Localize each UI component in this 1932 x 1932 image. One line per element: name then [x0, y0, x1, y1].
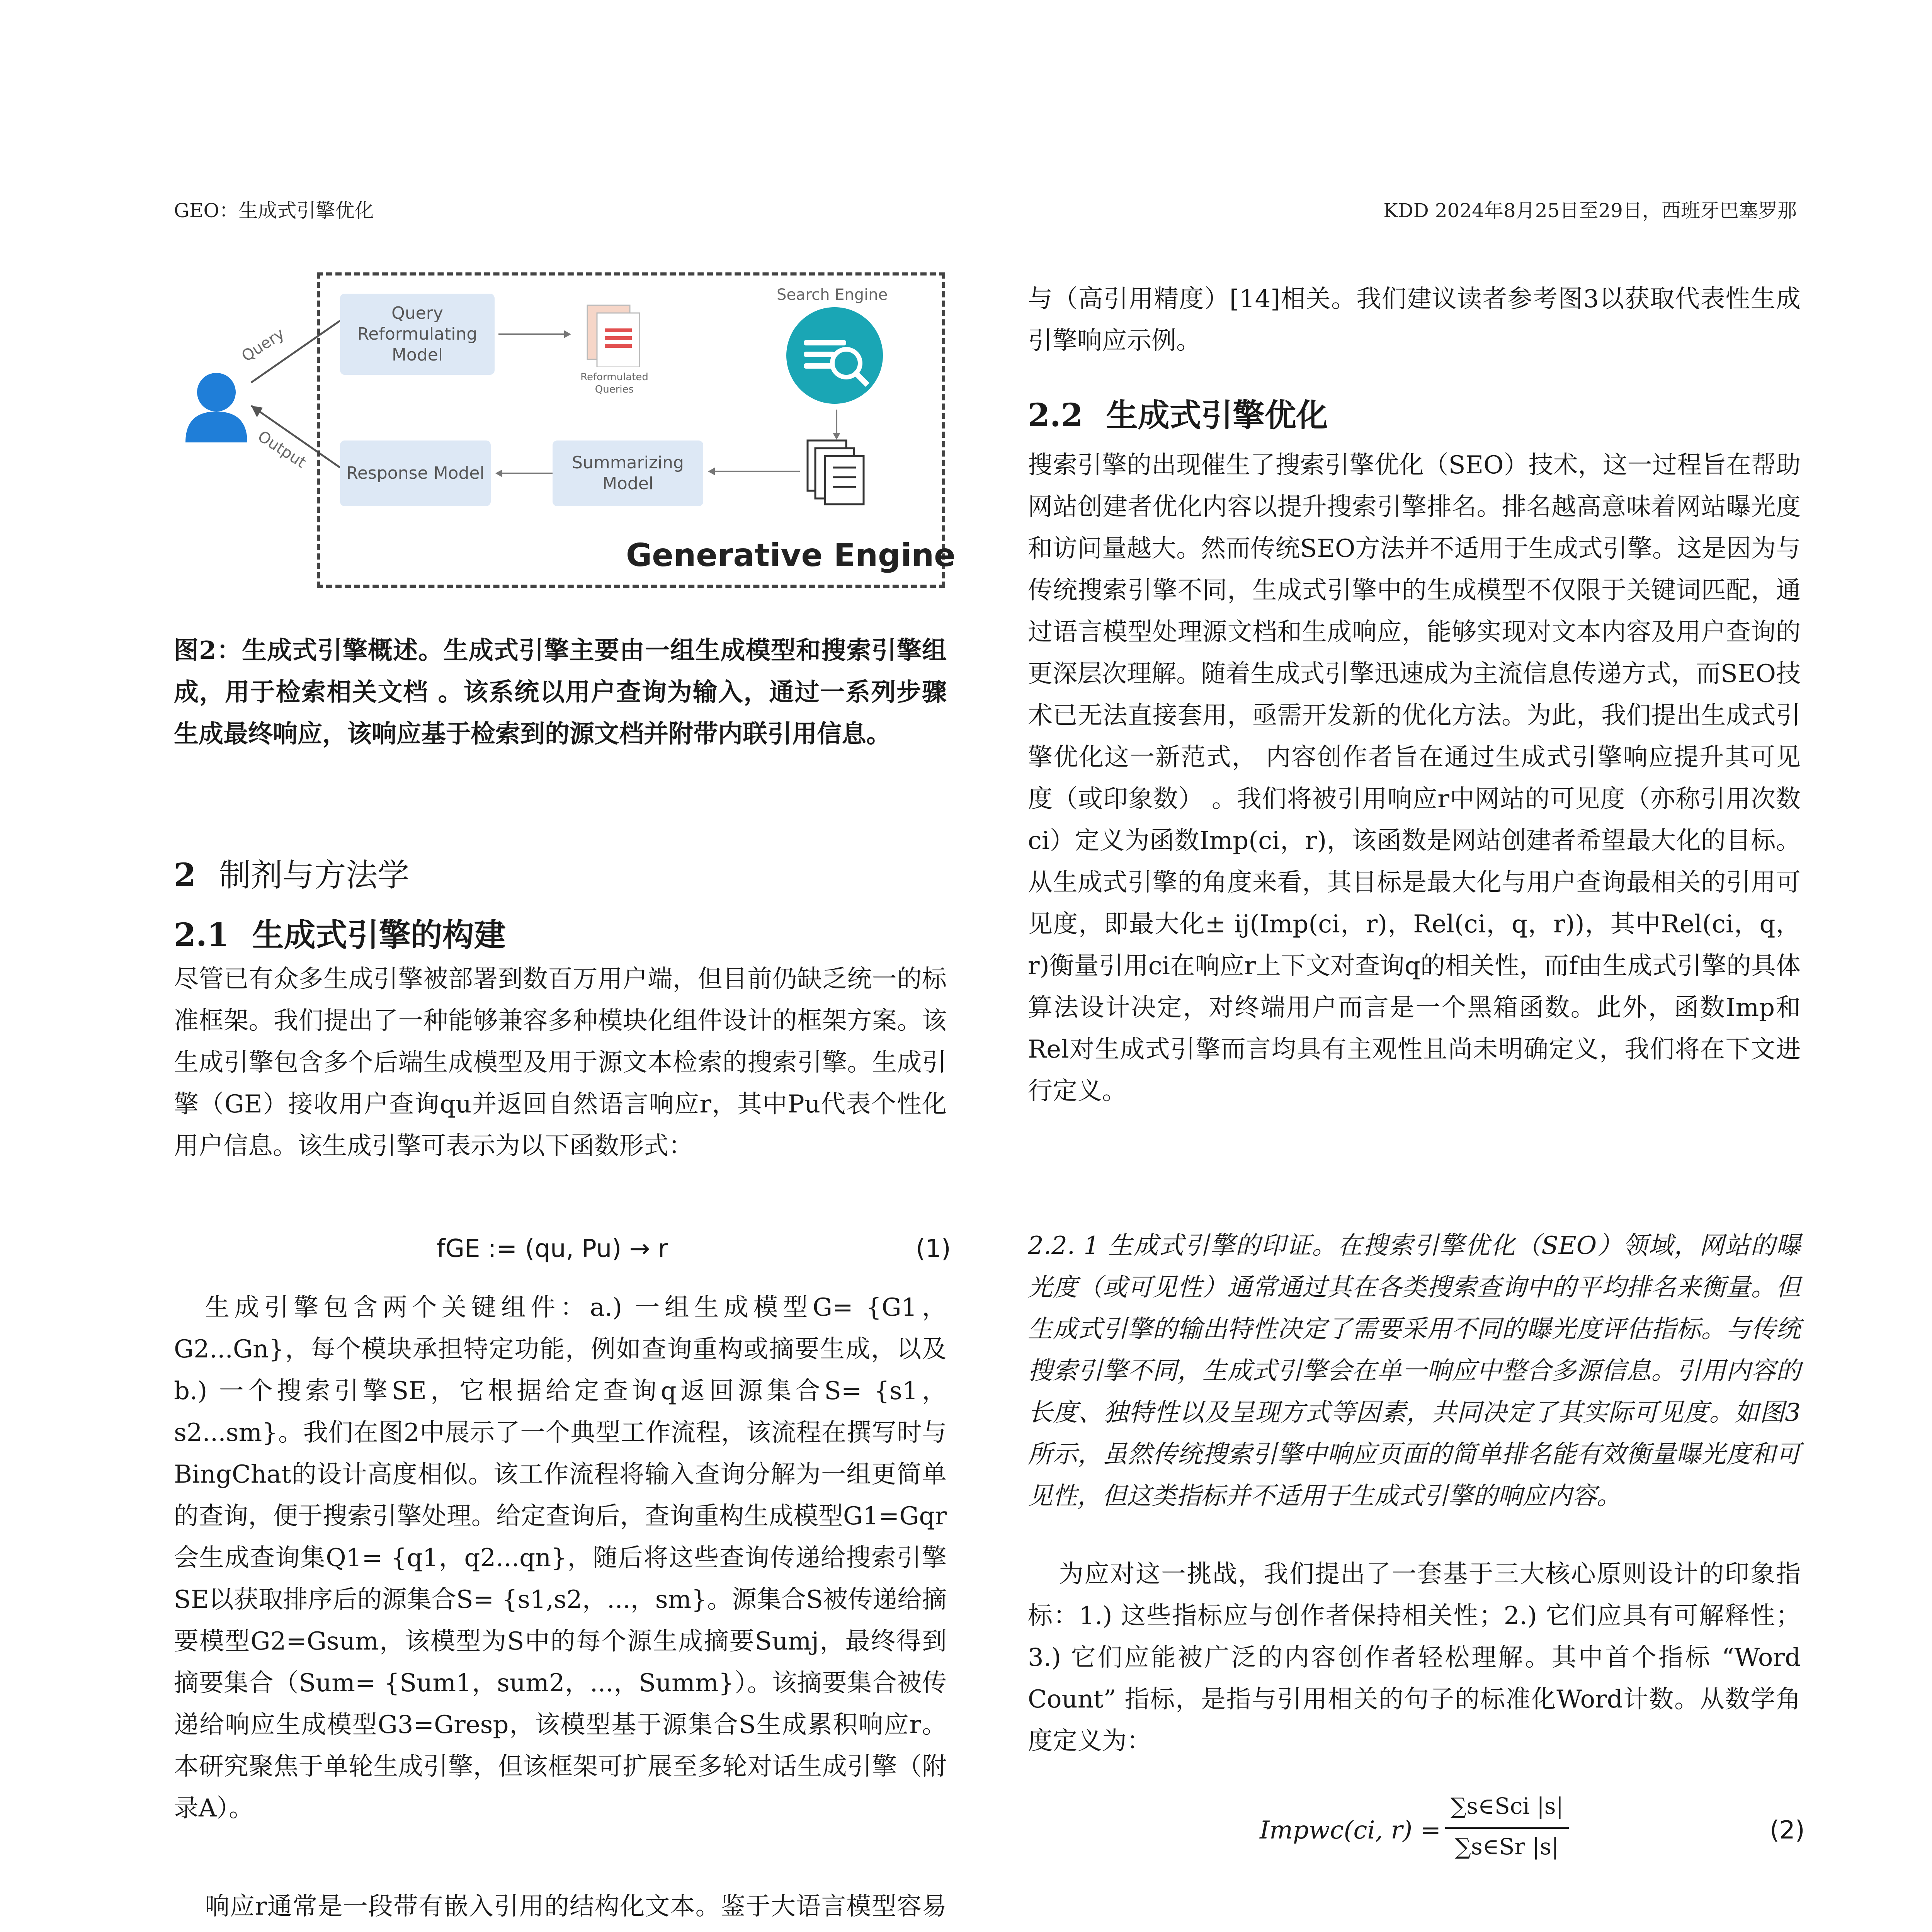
- retrieved-documents-icon: [804, 437, 869, 506]
- reformulated-queries-label: Reformulated Queries: [580, 371, 648, 395]
- section-2-1-heading: 2.1 生成式引擎的构建: [174, 917, 506, 954]
- paragraph: 为应对这一挑战，我们提出了一套基于三大核心原则设计的印象指标：1.) 这些指标应与创作者保持相关性；2.) 它们应具有可解释性；3.) 它们应能被广泛的内容创作者轻松理解。其中首个指标 “Word Count” 指标，是指与引用相关的句子的标准化Word计数。从数学角度定义为：: [1028, 1560, 1801, 1755]
- fraction-bar: [1445, 1827, 1569, 1829]
- query-label: Query: [238, 325, 288, 366]
- summarizing-model: Summarizing Model: [553, 440, 703, 506]
- equation-2-number: (2): [1770, 1816, 1805, 1845]
- user-icon: [182, 371, 251, 444]
- section-2-heading: 2 制剂与方法学: [174, 857, 410, 894]
- generative-engine-title: Generative Engine: [626, 537, 956, 574]
- response-model: Response Model: [340, 440, 491, 506]
- query-reformulating-model: Query Reformulating Model: [340, 294, 495, 375]
- arrow-left-icon: [707, 466, 800, 477]
- paragraph: 响应r通常是一段带有嵌入引用的结构化文本。鉴于大语言模型容易: [205, 1892, 947, 1921]
- equation-2-denominator: ∑s∈Sr |s|: [1455, 1833, 1559, 1860]
- paragraph: 搜索引擎的出现催生了搜索引擎优化（SEO）技术，这一过程旨在帮助网站创建者优化内容以提升搜索引擎排名。排名越高意味着网站曝光度和访问量越大。然而传统SEO方法并不适用于生成式引擎。这是因为与传统搜索引擎不同，生成式引擎中的生成模型不仅限于关键词匹配，通过语言模型处理源文档和生成响应，能够实现对文本内容及用户查询的更深层次理解。随着生成式引擎迅速成为主流信息传递方式，而SEO技术已无法直接套用，亟需开发新的优化方法。为此，我们提出生成式引擎优化这一新范式， 内容创作者旨在通过生成式引擎响应提升其可见度（或印象数） 。我们将被引用响应r中网站的可见度（亦称引用次数ci）定义为函数Imp(ci，r)，该函数是网站创建者希望最大化的目标。从生成式引擎的角度来看，其目标是最大化与用户查询最相关的引用可见度，即最大化± ij(Imp(ci，r)，Rel(ci，q，r))，其中Rel(ci，q，r)衡量引用ci在响应r上下文对查询q的相关性，而f由生成式引擎的具体算法设计决定，对终端用户而言是一个黑箱函数。此外，函数Imp和Rel对生成式引擎而言均具有主观性且尚未明确定义，我们将在下文进行定义。: [1028, 451, 1801, 1105]
- section-2-2-heading: 2.2 生成式引擎优化: [1028, 397, 1328, 434]
- paragraph: 2.2. 1 生成式引擎的印证。在搜索引擎优化（SEO）领域，网站的曝光度（或可见性）通常通过其在各类搜索查询中的平均排名来衡量。但生成式引擎的输出特性决定了需要采用不同的曝光度评估指标。与传统搜索引擎不同，生成式引擎会在单一响应中整合多源信息。引用内容的长度、独特性以及呈现方式等因素，共同决定了其实际可见度。如图3所示，虽然传统搜索引擎中响应页面的简单排名能有效衡量曝光度和可见性，但这类指标并不适用于生成式引擎的响应内容。: [1028, 1231, 1801, 1510]
- arrow-left-icon: [495, 468, 553, 479]
- equation-2-numerator: ∑s∈Sci |s|: [1450, 1793, 1564, 1819]
- paragraph: 与（高引用精度）[14]相关。我们建议读者参考图3以获取代表性生成引擎响应示例。: [1028, 285, 1801, 355]
- output-label: Output: [254, 427, 310, 472]
- equation-2-lhs: Impwc(ci, r) =: [1260, 1816, 1441, 1845]
- figure-caption: 图2：生成式引擎概述。生成式引擎主要由一组生成模型和搜索引擎组成，用于检索相关文档 。该系统以用户查询为输入，通过一系列步骤生成最终响应，该响应基于检索到的源文档并附带内联引用信息。: [174, 636, 947, 748]
- running-header-left: GEO：生成式引擎优化: [174, 199, 374, 222]
- arrow-down-icon: [831, 410, 842, 440]
- paragraph: 尽管已有众多生成引擎被部署到数百万用户端，但目前仍缺乏统一的标准框架。我们提出了一种能够兼容多种模块化组件设计的框架方案。该生成引擎包含多个后端生成模型及用于源文本检索的搜索引擎。生成引擎（GE）接收用户查询qu并返回自然语言响应r，其中Pu代表个性化用户信息。该生成引擎可表示为以下函数形式：: [174, 965, 947, 1160]
- paragraph: 生成引擎包含两个关键组件：a.) 一组生成模型G= {G1，G2...Gn}，每个模块承担特定功能，例如查询重构或摘要生成，以及b.) 一个搜索引擎SE，它根据给定查询q返回源集合S= {s1，s2...sm}。我们在图2中展示了一个典型工作流程，该流程在撰写时与BingChat的设计高度相似。该工作流程将输入查询分解为一组更简单的查询，便于搜索引擎处理。给定查询后，查询重构生成模型G1=Gqr会生成查询集Q1= {q1，q2...qn}，随后将这些查询传递给搜索引擎SE以获取排序后的源集合S= {s1,s2，...，sm}。源集合S被传递给摘要模型G2=Gsum，该模型为S中的每个源生成摘要Sumj，最终得到摘要集合（Sum= {Sum1，sum2，...，Summ}）。该摘要集合被传递给响应生成模型G3=Gresp，该模型基于源集合S生成累积响应r。本研究聚焦于单轮生成引擎，但该框架可扩展至多轮对话生成引擎（附录A）。: [174, 1293, 947, 1823]
- search-engine-icon: [781, 305, 889, 406]
- search-engine-label: Search Engine: [777, 286, 888, 304]
- running-header-right: KDD 2024年8月25日至29日，西班牙巴塞罗那: [1383, 199, 1797, 222]
- arrow-right-icon: [498, 328, 572, 340]
- documents-icon: [576, 298, 653, 367]
- equation-1-number: (1): [916, 1235, 951, 1263]
- equation-1: fGE := (qu, Pu) → r: [437, 1235, 668, 1263]
